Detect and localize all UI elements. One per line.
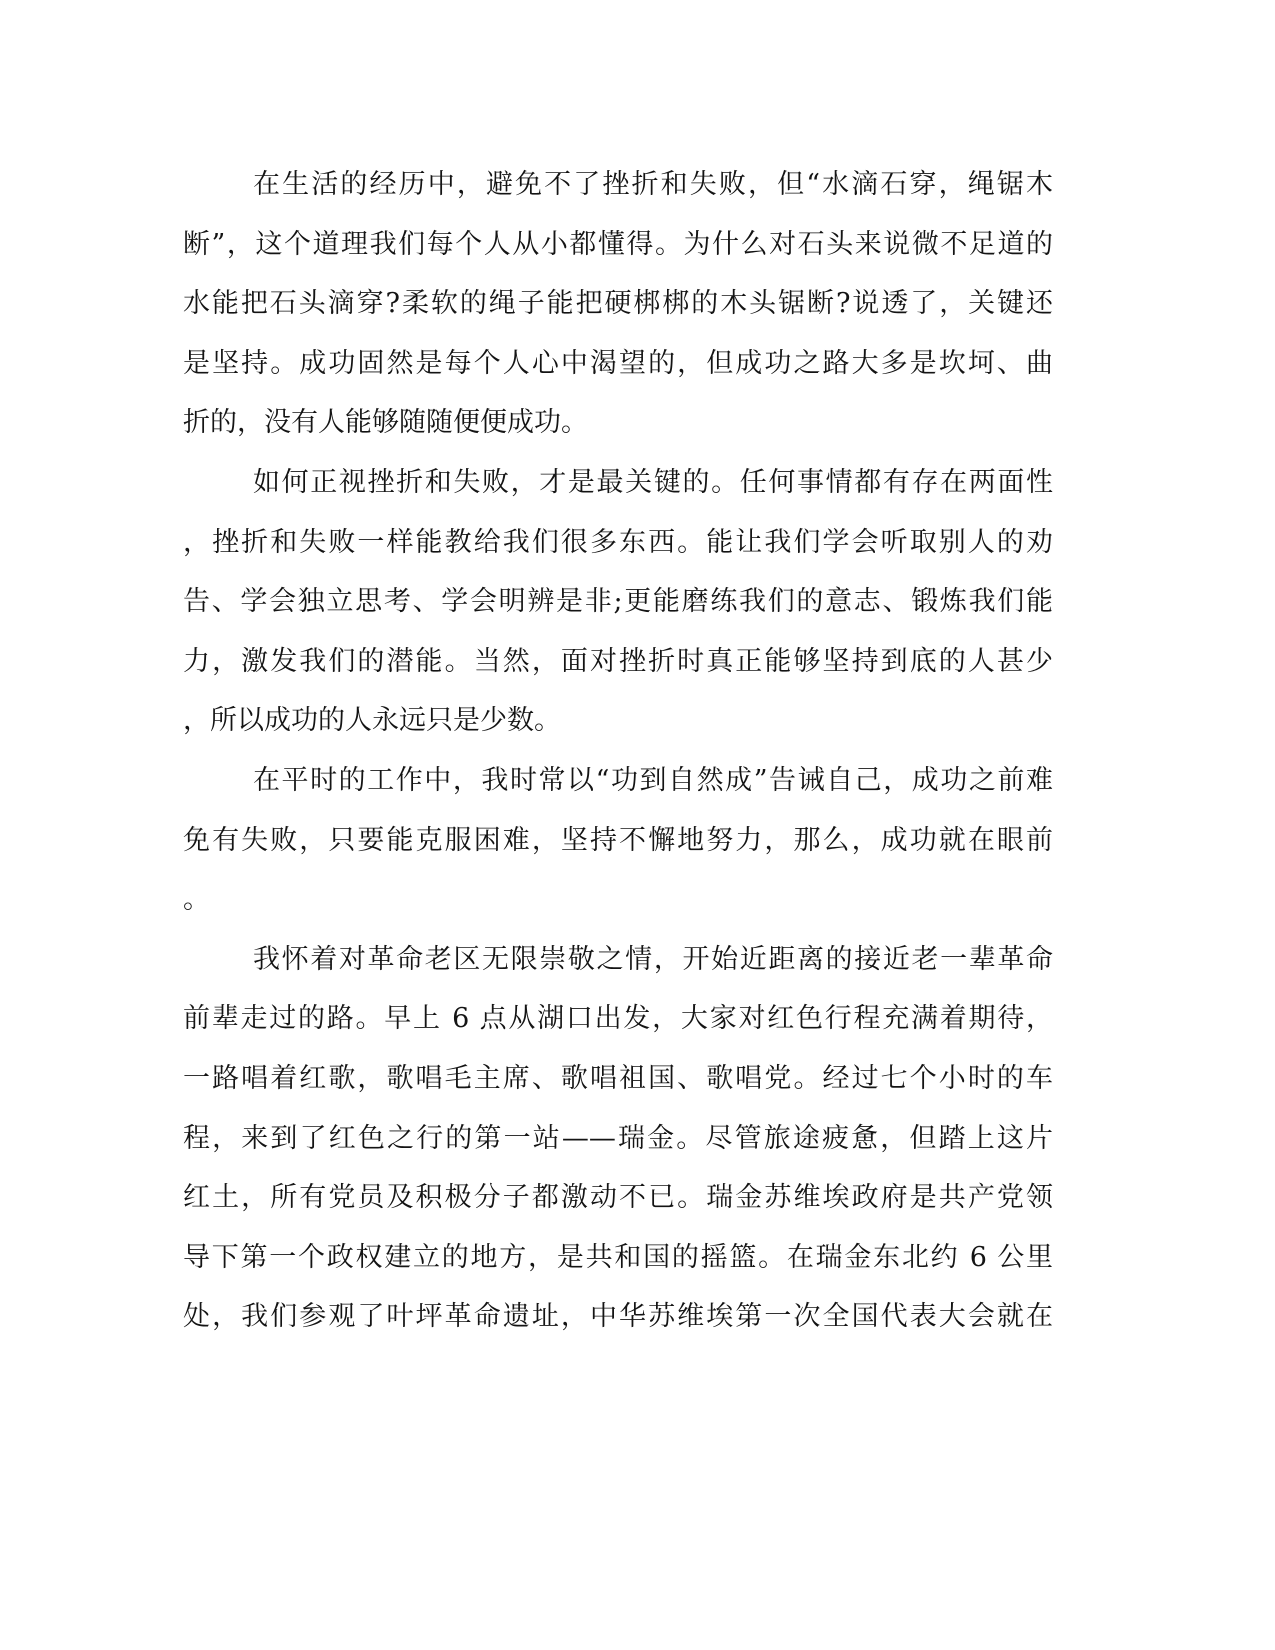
paragraph-2-line-4: 力，激发我们的潜能。当然，面对挫折时真正能够坚持到底的人甚少 xyxy=(183,645,1053,677)
paragraph-2-line-3: 告、学会独立思考、学会明辨是非;更能磨练我们的意志、锻炼我们能 xyxy=(183,586,1053,618)
paragraph-2-line-2: ，挫折和失败一样能教给我们很多东西。能让我们学会听取别人的劝 xyxy=(183,526,1053,558)
document-body xyxy=(183,155,1053,1347)
paragraph-3-line-3: 。 xyxy=(183,884,210,916)
paragraph-3-line-2: 免有失败，只要能克服困难，坚持不懈地努力，那么，成功就在眼前 xyxy=(183,824,1053,856)
paragraph-3-line-1: 在平时的工作中，我时常以“功到自然成”告诫自己，成功之前难 xyxy=(253,764,1053,796)
paragraph-4-line-7: 处，我们参观了叶坪革命遗址，中华苏维埃第一次全国代表大会就在 xyxy=(183,1301,1053,1333)
paragraph-2-line-1: 如何正视挫折和失败，才是最关键的。任何事情都有存在两面性 xyxy=(253,466,1053,498)
paragraph-4-line-5: 红土，所有党员及积极分子都激动不已。瑞金苏维埃政府是共产党领 xyxy=(183,1182,1053,1214)
paragraph-1-line-3: 水能把石头滴穿?柔软的绳子能把硬梆梆的木头锯断?说透了，关键还 xyxy=(183,288,1053,320)
paragraph-4-line-6: 导下第一个政权建立的地方，是共和国的摇篮。在瑞金东北约 6 公里 xyxy=(183,1241,1053,1273)
paragraph-1-line-1: 在生活的经历中，避免不了挫折和失败，但“水滴石穿，绳锯木 xyxy=(253,169,1053,200)
paragraph-4-line-1: 我怀着对革命老区无限崇敬之情，开始近距离的接近老一辈革命 xyxy=(253,943,1053,975)
paragraph-4-line-4: 程，来到了红色之行的第一站——瑞金。尽管旅途疲惫，但踏上这片 xyxy=(183,1122,1053,1154)
paragraph-1-line-5: 折的，没有人能够随随便便成功。 xyxy=(183,407,588,439)
paragraph-4-line-2: 前辈走过的路。早上 6 点从湖口出发，大家对红色行程充满着期待， xyxy=(183,1003,1053,1035)
paragraph-1-line-2: 断”，这个道理我们每个人从小都懂得。为什么对石头来说微不足道的 xyxy=(183,228,1053,260)
paragraph-4-line-3: 一路唱着红歌，歌唱毛主席、歌唱祖国、歌唱党。经过七个小时的车 xyxy=(183,1062,1053,1094)
paragraph-1-line-4: 是坚持。成功固然是每个人心中渴望的，但成功之路大多是坎坷、曲 xyxy=(183,347,1053,379)
paragraph-2-line-5: ，所以成功的人永远只是少数。 xyxy=(183,705,561,737)
